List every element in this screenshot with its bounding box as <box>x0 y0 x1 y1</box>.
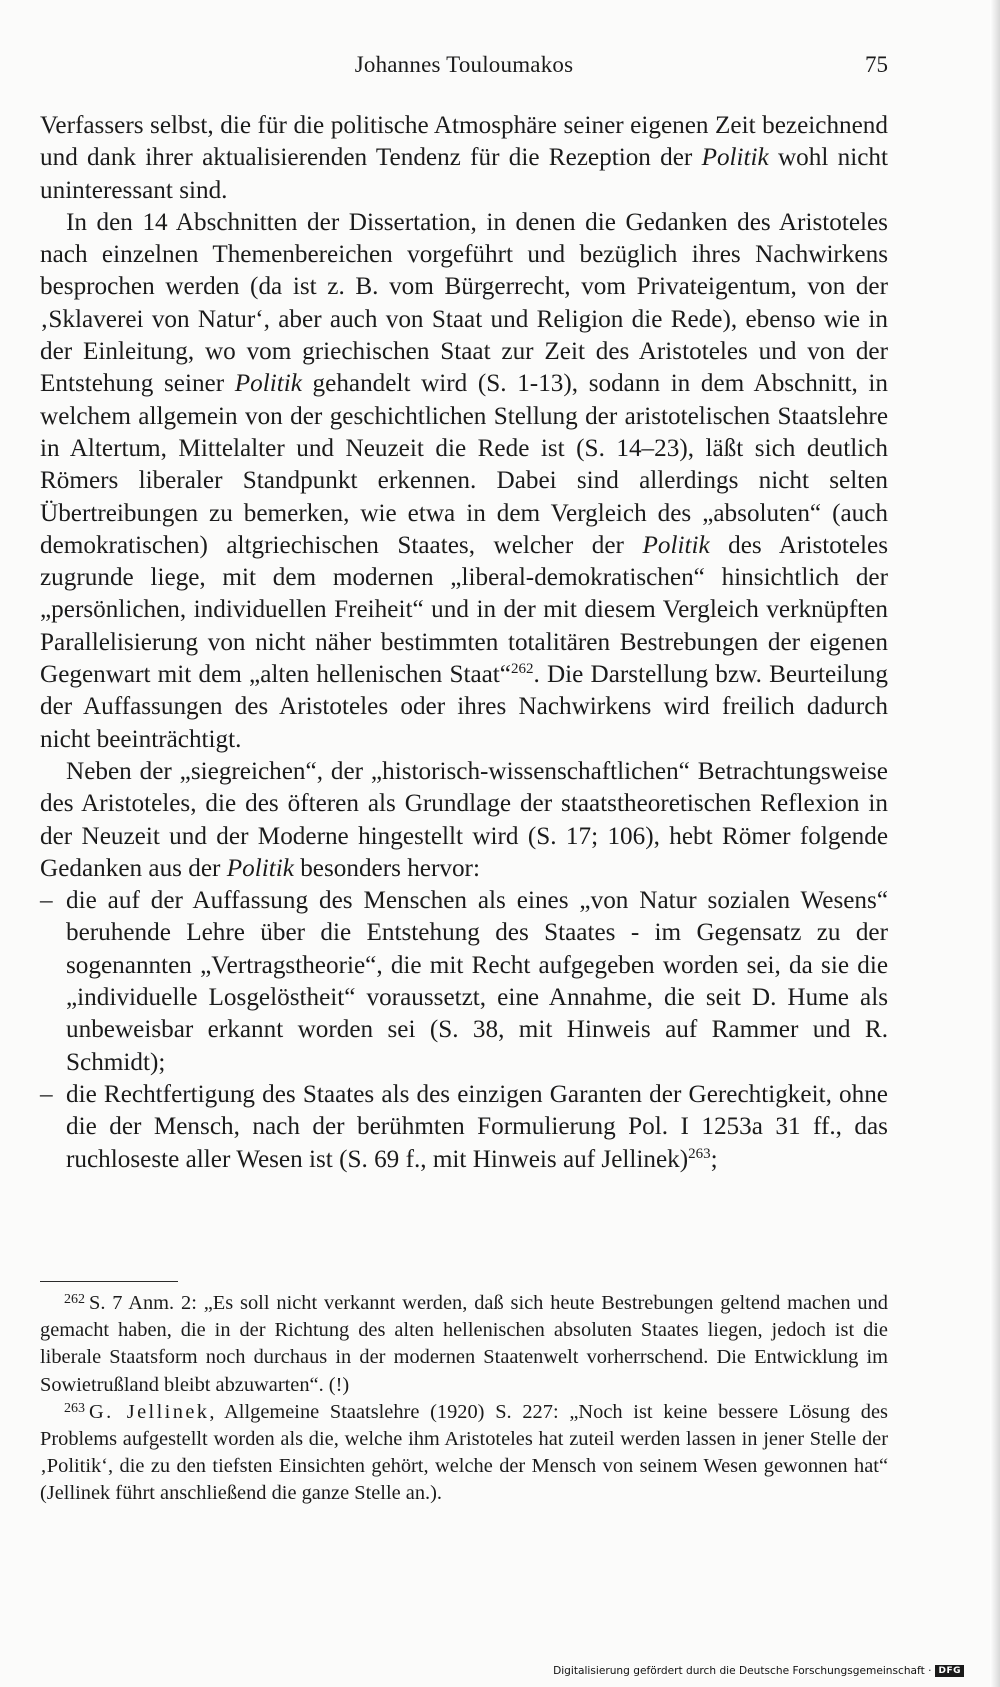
dash-bullet: – <box>40 887 53 915</box>
italic-title: Politik <box>642 531 710 559</box>
digitization-credit <box>553 1665 964 1677</box>
page-number: 75 <box>865 52 888 77</box>
text-span: Verfassers selbst, die für die politische Atmosphäre seiner eigenen Zeit bezeichnend und dank ihrer aktualisierenden Tendenz für die Rezeption der <box>40 112 888 172</box>
page-edge-shadow <box>990 0 1000 1687</box>
paragraph-2 <box>40 207 888 756</box>
text-span: Neben der „siegreichen“, der „historisch-wissenschaftlichen“ Betrachtungsweise des Aristoteles, die des öfteren als Grundlage der staatstheoretischen Reflexion in der Neuzeit und der Moderne hingestellt wird (S. 17; 106), hebt Römer folgende Gedanken aus der <box>40 757 888 882</box>
text-span: besonders hervor: <box>293 854 480 882</box>
text-span: ; <box>710 1145 718 1173</box>
footnote-separator <box>40 1281 178 1282</box>
italic-title: Politik <box>226 854 294 882</box>
footnotes <box>40 1290 888 1508</box>
header-author: Johannes Touloumakos <box>354 52 574 77</box>
dfg-logo: DFG <box>935 1665 964 1677</box>
paragraph-3 <box>40 756 888 885</box>
footnote-mark: 263 <box>64 1400 85 1416</box>
main-text <box>40 110 888 1176</box>
footnote-author: G. Jellinek <box>89 1400 210 1423</box>
footnote-reference-263[interactable]: 263 <box>688 1145 711 1162</box>
text-span: die auf der Auffassung des Menschen als eines „von Natur sozialen Wesens“ beruhende Lehre über die Entstehung des Staates - im Gegensatz zu der sogenannten „Vertragstheorie“, die mit Recht aufgegeben worden sei, da sie die „individuelle Losgelöstheit“ voraussetzt, eine Annahme, die seit D. Hume als unbeweisbar erkannt worden sei (S. 38, mit Hinweis auf Rammer und R. Schmidt); <box>66 887 888 1076</box>
footnote-262 <box>40 1290 888 1399</box>
paragraph-1 <box>40 110 888 207</box>
text-span: die Rechtfertigung des Staates als des einzigen Garanten der Gerechtigkeit, ohne die der Mensch, nach der berühmten Formulierung Pol. I 1253a 31 ff., das ruchloseste aller Wesen ist (S. 69 f., mit Hinweis auf Jellinek) <box>66 1080 888 1173</box>
list-item-2 <box>40 1079 888 1176</box>
italic-title: Politik <box>701 144 769 172</box>
footnote-text: S. 7 Anm. 2: „Es soll nicht verkannt werden, daß sich heute Bestrebungen geltend machen und gemacht haben, die in der Richtung des alten hellenischen absoluten Staates liegen, jedoch ist die liberale Staatsform noch durchaus in der modernen Staatenwelt vorherrschend. Die Entwicklung im Sowietrußland bleibt abzuwarten“. (!) <box>40 1292 888 1396</box>
list-item-1 <box>40 885 888 1079</box>
text-span: gehandelt wird (S. 1-13), sodann in dem Abschnitt, in welchem allgemein von der geschichtlichen Stellung der aristotelischen Staatslehre in Altertum, Mittelalter und Neuzeit die Rede ist (S. 14–23), läßt sich deutlich Römers liberaler Standpunkt erkennen. Dabei sind allerdings nicht selten Übertreibungen zu bemerken, wie etwa in dem Vergleich des „absoluten“ (auch demokratischen) altgriechischen Staates, welcher der <box>40 370 888 559</box>
running-header <box>40 52 888 92</box>
text-span: des Aristoteles zugrunde liege, mit dem modernen „liberal-demokratischen“ hinsichtlich der „persönlichen, individuellen Freiheit“ und in der mit diesem Vergleich verknüpften Parallelisierung von nicht näher bestimmten totalitären Bestrebungen der eigenen Gegenwart mit dem „alten hellenischen Staat“ <box>40 531 888 689</box>
footnote-reference-262[interactable]: 262 <box>510 661 534 678</box>
footnote-263 <box>40 1399 888 1508</box>
italic-title: Politik <box>234 370 302 398</box>
dash-bullet: – <box>40 1080 53 1108</box>
footnote-mark: 262 <box>64 1292 85 1307</box>
text-span: In den 14 Abschnitten der Dissertation, in denen die Gedanken des Aristoteles nach einzelnen Themenbereichen vorgeführt und bezüglich ihres Nachwirkens besprochen werden (da ist z. B. vom Bürgerrecht, vom Privateigentum, von der ‚Sklaverei von Natur‘, aber auch von Staat und Religion die Rede), ebenso wie in der Einleitung, wo vom griechischen Staat zur Zeit des Aristoteles und von der Entstehung seiner <box>40 208 888 398</box>
footnote-text: , Allgemeine Staatslehre (1920) S. 227: „Noch ist keine bessere Lösung des Problems aufgestellt worden als die, welche ihm Aristoteles hat zuteil werden lassen in jener Stelle der ‚Politik‘, die zu den tiefsten Einsichten gehört, welche der Mensch von seinem Wesen gewonnen hat“ (Jellinek führt anschließend die ganze Stelle an.). <box>40 1400 888 1505</box>
text-span: . Die Darstellung bzw. Beurteilung der Auffassungen des Aristoteles oder ihres Nachwirkens wird freilich dadurch nicht beeinträchtigt. <box>40 661 888 753</box>
credit-text: Digitalisierung gefördert durch die Deutsche Forschungsgemeinschaft · <box>553 1665 932 1677</box>
text-span: wohl nicht uninteressant sind. <box>40 144 888 204</box>
